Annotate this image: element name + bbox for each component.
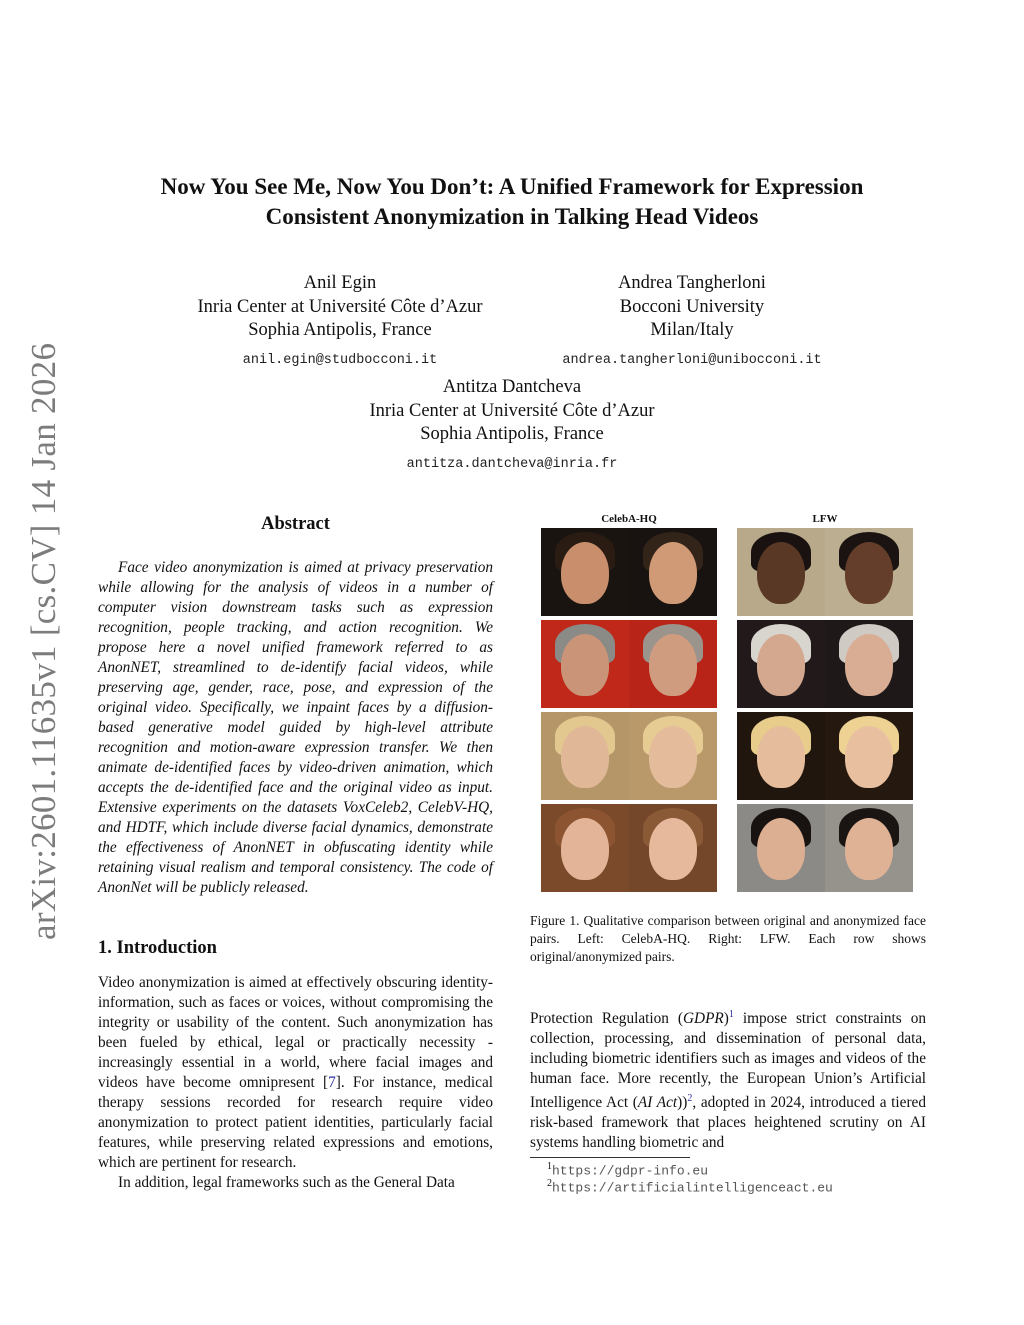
citation-link[interactable]: 7	[328, 1074, 336, 1091]
intro-heading: 1. Introduction	[98, 938, 217, 958]
author-affiliation: Bocconi University	[619, 296, 765, 317]
intro-paragraph-1	[98, 973, 493, 1173]
author-name: Antitza Dantcheva	[442, 377, 582, 397]
intro-text: ]. For instance, medical therapy sessions recorded for research require video anonymization to protect patient identities, particularly facial features, while preserving related expressions and emotions, which are pertinent for research.	[98, 1074, 493, 1171]
body-text: ))	[677, 1094, 688, 1112]
author-block-3	[312, 376, 712, 476]
body-text: Protection Regulation (	[530, 1010, 683, 1028]
arxiv-identifier: arXiv:2601.11635v1 [cs.CV] 14 Jan 2026	[24, 342, 63, 940]
footnote-marker-2[interactable]: 2	[687, 1093, 693, 1105]
intro-paragraph-2: In addition, legal frameworks such as the General Data	[118, 1174, 455, 1191]
footnote-1	[547, 1161, 708, 1178]
footnote-divider	[530, 1157, 690, 1158]
abstract-heading: Abstract	[261, 514, 330, 534]
author-name: Anil Egin	[303, 273, 377, 293]
body-text: impose strict constraints on collection, processing, and dissemination of personal data, including biometric identifiers such as images and videos of the human face. More recently, the European Union’s Artificial Intelligence Act (	[530, 1010, 926, 1112]
footnote-marker-1[interactable]: 1	[728, 1009, 734, 1020]
footnote-url[interactable]: https://gdpr-info.eu	[552, 1163, 709, 1179]
right-column-text	[530, 1005, 926, 1153]
title-line-2: Consistent Anonymization in Talking Head Videos	[265, 204, 759, 229]
figure-label-lfw: LFW	[812, 513, 838, 525]
face-pair-celeba-4	[541, 804, 717, 892]
face-pair-celeba-1	[541, 528, 717, 616]
face-pair-lfw-2	[737, 620, 913, 708]
intro-text: Video anonymization is aimed at effectively obscuring identity-information, such as faces or voices, without compromising the integrity or usability of the content. Such anonymization has been fueled by ethical, legal or practically necessity - increasingly essential in a world, where facial images and videos have become omnipresent [	[98, 974, 493, 1091]
author-email[interactable]: antitza.dantcheva@inria.fr	[406, 456, 618, 472]
face-pair-lfw-4	[737, 804, 913, 892]
face-pair-lfw-3	[737, 712, 913, 800]
author-name: Andrea Tangherloni	[618, 273, 766, 293]
author-block-1	[160, 272, 520, 372]
figure-label-celeba: CelebA-HQ	[601, 513, 657, 525]
paper-title	[80, 172, 944, 232]
abstract-text: Face video anonymization is aimed at privacy preservation while allowing for the analysis of videos in a number of computer vision downstream tasks such as expression recognition, people tracking, and action recognition. We propose here a novel unified framework referred to as AnonNET, streamlined to de-identify facial videos, while preserving age, gender, race, pose, and expression of the original video. Specifically, we inpaint faces by a diffusion-based generative model guided by high-level attribute recognition and motion-aware expression transfer. We then animate de-identified faces by video-driven animation, which accepts the de-identified face and the original video as input. Extensive experiments on the datasets VoxCeleb2, CelebV-HQ, and HDTF, which include diverse facial dynamics, demonstrate the effectiveness of AnonNET in obfuscating identity while retaining visual realism and temporal consistency. The code of AnonNet will be publicly released.	[98, 559, 493, 896]
footnote-url[interactable]: https://artificialintelligenceact.eu	[552, 1180, 833, 1196]
body-text: , adopted in 2024, introduced a tiered risk-based framework that places heightened scrutiny on AI systems handling biometric and	[530, 1094, 926, 1152]
face-pair-lfw-1	[737, 528, 913, 616]
author-email[interactable]: andrea.tangherloni@unibocconi.it	[562, 352, 822, 368]
author-email[interactable]: anil.egin@studbocconi.it	[242, 352, 438, 368]
author-block-2	[532, 272, 852, 372]
footnote-number: 2	[547, 1178, 552, 1189]
gdpr-term: GDPR	[682, 1010, 724, 1028]
author-location: Milan/Italy	[650, 320, 734, 340]
author-affiliation: Inria Center at Université Côte d’Azur	[369, 400, 655, 421]
title-line-1: Now You See Me, Now You Don’t: A Unified Framework for Expression	[160, 174, 864, 199]
intro-body	[98, 973, 493, 1193]
author-location: Sophia Antipolis, France	[420, 424, 604, 444]
author-location: Sophia Antipolis, France	[248, 320, 432, 340]
author-affiliation: Inria Center at Université Côte d’Azur	[197, 296, 483, 317]
body-text: )	[723, 1010, 729, 1028]
face-pair-celeba-3	[541, 712, 717, 800]
footnote-number: 1	[547, 1161, 552, 1172]
ai-act-term: AI Act	[637, 1094, 678, 1112]
figure-caption: Figure 1. Qualitative comparison between original and anonymized face pairs. Left: CelebA-HQ. Right: LFW. Each row shows original/anonymized pairs.	[530, 913, 926, 964]
footnote-2	[547, 1178, 833, 1195]
face-pair-celeba-2	[541, 620, 717, 708]
